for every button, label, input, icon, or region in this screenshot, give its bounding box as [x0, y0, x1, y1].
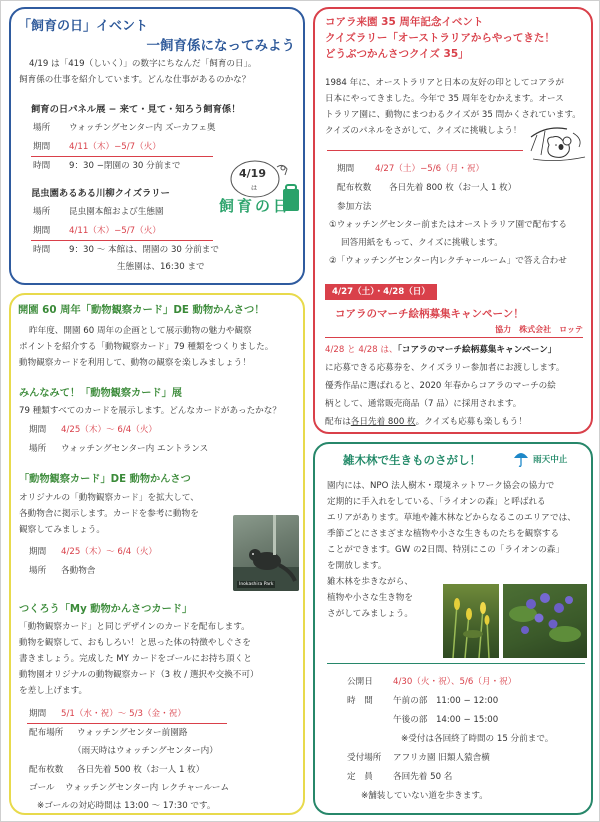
campaign-sponsor: 協力 株式会社 ロッテ: [495, 325, 583, 334]
card4-body-3: エリアがあります。草地や雑木林などからなるこのエリアでは、: [327, 513, 576, 523]
campaign-line-3: 優秀作品に選ばれると、2020 年春からコアラのマーチの絵: [325, 381, 556, 391]
card3-sec2-line-1: オリジナルの「動物観察カード」を拡大して、: [19, 493, 199, 503]
yellow-flower-photo: [443, 584, 499, 658]
card2-method-2: ②「ウォッチングセンター内レクチャールーム」で答え合わせ: [329, 256, 567, 266]
card3-sec3-title: つくろう「My 動物かんさつカード」: [19, 604, 193, 615]
yellow-flower-art: [443, 584, 499, 658]
card4-rule-top: [327, 663, 585, 664]
card4-body-1: 園内には、NPO 法人樹木・環境ネットワーク協会の協力で: [327, 481, 555, 491]
card1-title-1: 「飼育の日」イベント: [18, 19, 149, 34]
card3-intro-2: ポイントを紹介する「動物観察カード」79 種類をつくりました。: [19, 342, 274, 352]
umbrella-icon: [513, 450, 529, 472]
card3-sec2-line-3: 観察してみましょう。: [19, 525, 105, 535]
card1-event2-time: 時間 9：30 〜 本館は、閉園の 30 分前まで: [33, 245, 219, 255]
koala-icon: [527, 123, 591, 167]
card1-event2-place: 場所 昆虫園本館および生態園: [33, 207, 164, 217]
card2-count: 配布枚数 各日先着 800 枚（お一人 1 枚）: [337, 183, 517, 193]
card3-sec2-place: 場所 各動物舎: [29, 566, 96, 576]
card3-sec3-count: 配布枚数 各日先着 500 枚（お一人 1 枚）: [29, 765, 205, 775]
card4-body-6: を開放します。: [327, 561, 387, 571]
photo-caption: Inokashira Park: [239, 582, 274, 587]
card3-intro-1: 昨年度、開園 60 周年の企画として展示動物の魅力や観察: [29, 326, 252, 336]
card3-sec3-place2: （雨天時はウォッチングセンター内）: [73, 746, 218, 756]
card4-body-7: 雑木林を歩きながら、: [327, 577, 413, 587]
card4-title: 雑木林で生きものさがし！: [343, 453, 481, 467]
logo-small-text: は: [251, 185, 258, 192]
card4-capacity: 定 員 各回先着 50 名: [347, 772, 453, 782]
card3-sec1-text: 79 種類すべてのカードを展示します。どんなカードがあったかな？: [19, 406, 281, 416]
card-forest-event: [313, 442, 593, 815]
campaign-date-badge: 4/27（土）・4/28（日）: [325, 284, 437, 300]
card2-body-2: 日本にやってきました。今年で 35 周年をむかえます。オース: [325, 94, 564, 104]
card1-event2-period: 期間 4/11（木）−5/7（火）: [33, 226, 161, 236]
card3-sec2-line-2: 各動物舎に掲示します。カードを参考に動物を: [19, 509, 199, 519]
koala-illustration: [527, 123, 591, 171]
card1-title-2: 一飼育係になってみよう: [146, 38, 295, 54]
card1-intro-1: 4/19 は「419（しいく）」の数字にちなんだ「飼育の日」。: [29, 59, 257, 69]
otter-photo: [233, 515, 299, 591]
umbrella-svg: [513, 450, 529, 468]
card4-reception: 受付場所 アフリカ園 旧類人猿舎横: [347, 753, 490, 763]
card4-body-2: 定期的に手入れをしている、「ライオンの森」と呼ばれる: [327, 497, 546, 507]
campaign-line-5: 配布は各日先着 800 枚。クイズも応募も楽しもう！: [325, 417, 527, 427]
card3-sec3-period: 期間 5/1（水・祝）〜 5/3（金・祝）: [29, 709, 186, 719]
rain-cancel-text: 雨天中止: [533, 455, 568, 465]
card1-event1-period: 期間 4/11（木）−5/7（火）: [33, 142, 161, 152]
card3-sec3-line-5: を差し上げます。: [19, 686, 88, 696]
card1-event1-place: 場所 ウォッチングセンター内 ズーカフェ奥: [33, 123, 216, 133]
purple-flower-photo: [503, 584, 587, 658]
card3-sec3-line-2: 動物を観察して、おもしろい！と思った体の特徴やしぐさを: [19, 638, 251, 648]
card1-event1-time: 時間 9：30 −閉園の 30 分前まで: [33, 161, 181, 171]
card2-method-label: 参加方法: [337, 202, 372, 212]
card2-title-3: どうぶつかんさつクイズ 35」: [325, 48, 469, 60]
card4-time-am: 時 間 午前の部 11:00 − 12:00: [347, 696, 499, 706]
otter-photo-art: [233, 515, 299, 591]
card4-time-note: ※受付は各回終了時間の 15 分前まで。: [401, 734, 554, 744]
card1-event2-time2: 生態園は、16:30 まで: [117, 262, 205, 272]
card3-sec2-period: 期間 4/25（木）〜 6/4（火）: [29, 547, 158, 557]
card4-time-pm: 午後の部 14:00 − 15:00: [393, 715, 499, 725]
card1-event1-title: 飼育の日パネル展 − 来て・見て・知ろう飼育係！: [31, 104, 241, 115]
card3-intro-3: 動物観察カードを利用して、動物の観察を楽しみましょう！: [19, 358, 251, 368]
card2-title-1: コアラ来園 35 周年記念イベント: [325, 16, 484, 28]
card4-body-5: ことができます。GW の2日間、特別にこの「ライオンの森」: [327, 545, 564, 555]
card4-body-4: 季節ごとにさまざまな植物や小さな生きものたちを観察する: [327, 529, 560, 539]
card4-date: 公開日 4/30（火・祝）、5/6（月・祝）: [347, 677, 517, 687]
card3-sec3-line-1: 「動物観察カード」と同じデザインのカードを配布します。: [19, 622, 250, 632]
card3-sec3-note: ※ゴールの対応時間は 13:00 〜 17:30 です。: [37, 801, 216, 811]
card1-rule-1: [31, 156, 213, 157]
campaign-line-4: 柄として、通常販売商品（7 品）に採用されます。: [325, 399, 522, 409]
card4-path-note: ※舗装していない道を歩きます。: [361, 791, 488, 801]
logo-text: 飼育の日: [219, 197, 292, 215]
card3-title: 開園 60 周年「動物観察カード」DE 動物かんさつ！: [18, 304, 265, 316]
card3-sec1-title: みんなみて！「動物観察カード」展: [19, 388, 182, 399]
card3-sec3-goal: ゴール ウォッチングセンター内 レクチャールーム: [29, 783, 230, 793]
purple-flower-art: [503, 584, 587, 658]
card2-rule-top: [327, 150, 523, 151]
card3-sec3-place: 配布場所 ウォッチングセンター前園路: [29, 728, 188, 738]
card2-body-1: 1984 年に、オーストラリアと日本の友好の印としてコアラが: [325, 78, 565, 88]
card3-rule: [27, 723, 227, 724]
card4-body-8: 植物や小さな生き物を: [327, 593, 413, 603]
card3-sec1-period: 期間 4/25（木）〜 6/4（火）: [29, 425, 158, 435]
shiiku-day-logo: [219, 157, 303, 219]
card3-sec3-line-3: 書きましょう。完成した MY カードをゴールにお持ち頂くと: [19, 654, 252, 664]
card2-body-4: クイズのパネルをさがして、クイズに挑戦しよう！: [325, 126, 522, 136]
card-animal-card: [9, 293, 305, 815]
campaign-line-2: に応募できる応募券を、クイズラリー参加者にお渡しします。: [325, 363, 565, 373]
card3-sec2-title: 「動物観察カード」DE 動物かんさつ: [19, 474, 191, 485]
card-shiiku-day: [9, 7, 305, 285]
card2-title-2: クイズラリー「オーストラリアからやってきた！: [325, 32, 555, 44]
card1-intro-2: 飼育係の仕事を紹介しています。どんな仕事があるのかな？: [19, 75, 251, 85]
card2-body-3: トラリア園に、動物にまつわるクイズが 35 問かくされています。: [325, 110, 581, 120]
card4-body-9: さがしてみましょう。: [327, 609, 413, 619]
card2-rule-mid: [325, 337, 583, 338]
campaign-title: コアラのマーチ絵柄募集キャンペーン！: [335, 308, 524, 320]
card-koala-event: [313, 7, 593, 434]
card2-method-1: ①ウォッチングセンター前またはオーストラリア園で配布する: [329, 220, 568, 230]
card2-method-1b: 回答用紙をもって、クイズに挑戦します。: [341, 238, 503, 248]
card3-sec3-line-4: 動物園オリジナルの動物観察カード（3 枚 / 選択や交換不可）: [19, 670, 259, 680]
card1-event2-title: 昆虫園あるある川柳クイズラリー: [31, 188, 170, 199]
card3-sec1-place: 場所 ウォッチングセンター内 エントランス: [29, 444, 209, 454]
card2-period: 期間 4/27（土）−5/6（月・祝）: [337, 164, 485, 174]
card1-rule-2: [31, 240, 213, 241]
campaign-line-1: 4/28 と 4/28 は、「コアラのマーチ絵柄募集キャンペーン」: [325, 345, 557, 355]
logo-date: 4/19: [239, 167, 266, 180]
